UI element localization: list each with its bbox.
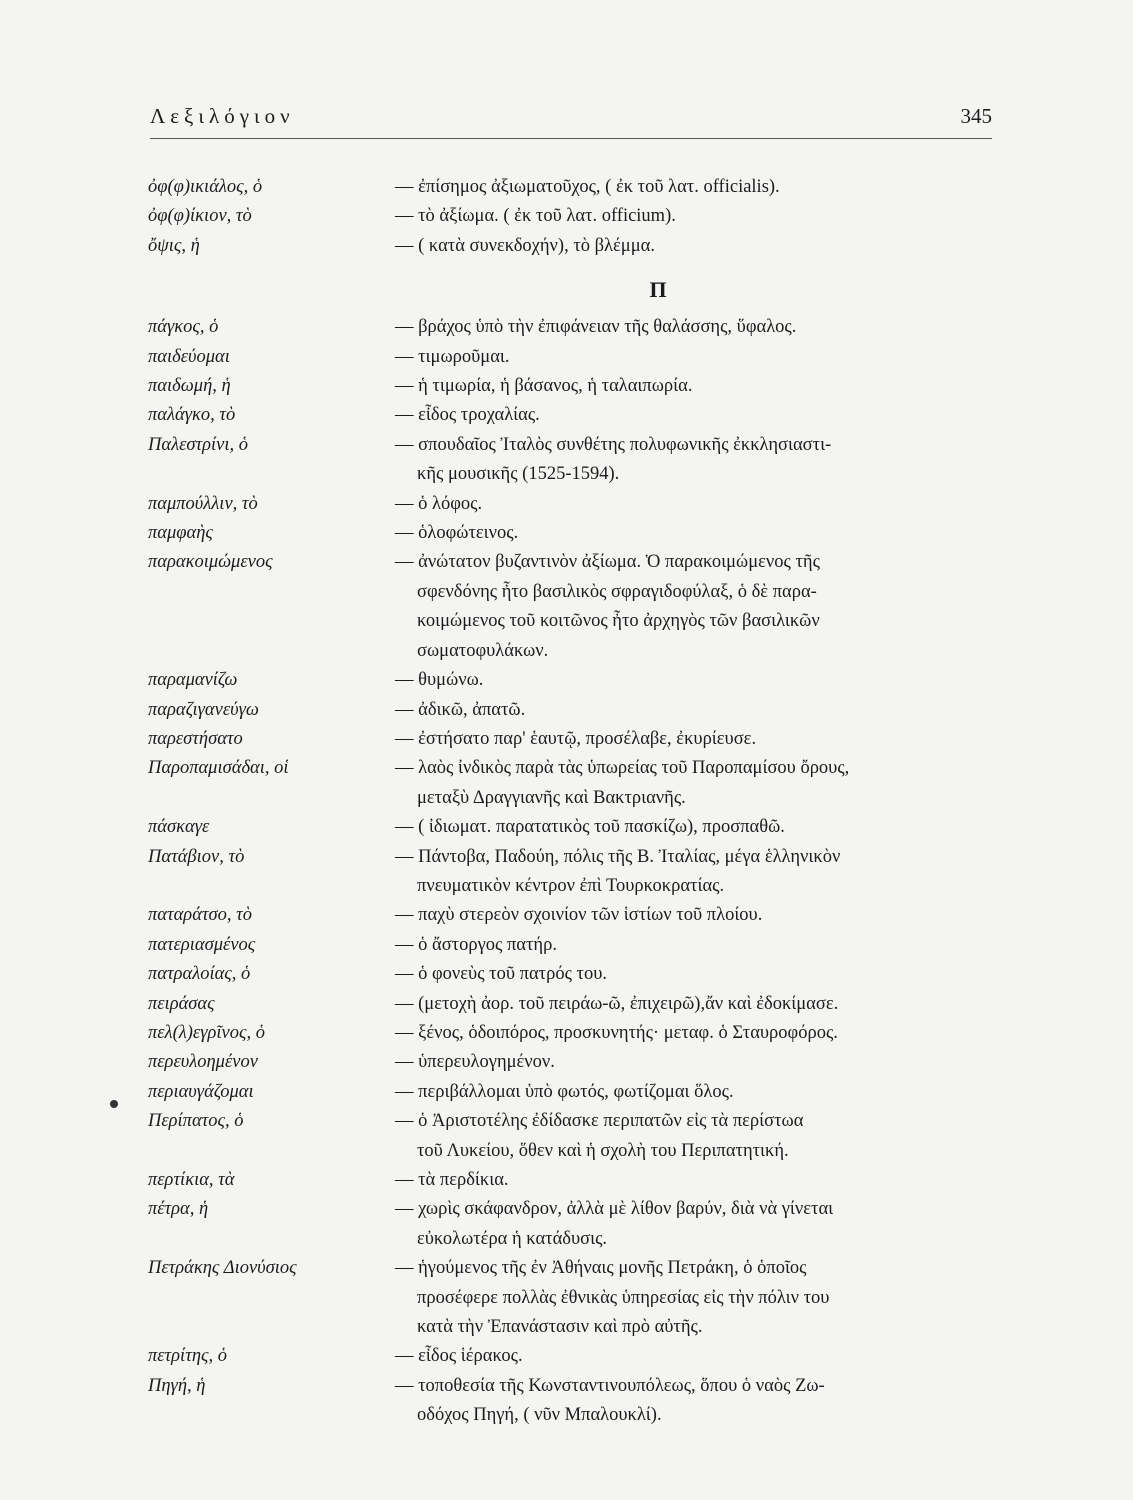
entry-term: παραμανίζω (148, 670, 238, 691)
entry-definition (393, 431, 993, 490)
definition-line: — περιβάλλομαι ὑπὸ φωτός, φωτίζομαι ὅλος. (395, 1081, 734, 1102)
letter-heading: Π (649, 277, 667, 303)
glossary-entry (148, 666, 993, 695)
glossary-entry (148, 990, 993, 1019)
entry-definition (393, 901, 993, 930)
definition-line: — ( κατὰ συνεκδοχήν), τὸ βλέμμα. (395, 235, 655, 256)
definition-line: — ἐπίσημος ἀξιωματοῦχος, ( ἐκ τοῦ λατ. officialis). (395, 177, 780, 197)
entry-term: περιαυγάζομαι (148, 1081, 254, 1102)
entry-definition (393, 232, 993, 261)
entry-term: περτίκια, τὰ (148, 1170, 235, 1190)
entry-definition (393, 666, 993, 695)
entry-term: ὄψις, ἡ (148, 235, 200, 256)
entry-term: περευλοημένον (148, 1052, 258, 1073)
definition-line: τοῦ Λυκείου, ὅθεν καὶ ἡ σχολὴ του Περιπατητική. (417, 1140, 789, 1161)
entry-term: παρεστήσατο (148, 728, 243, 749)
entry-definition (393, 1019, 993, 1048)
entry-term: πετρίτης, ὁ (148, 1346, 228, 1367)
entry-definition (393, 173, 993, 202)
entries-omicron (148, 173, 993, 261)
entry-definition (393, 843, 993, 902)
entry-definition (393, 960, 993, 989)
entry-term: πέτρα, ἡ (148, 1199, 209, 1220)
glossary-entry (148, 1107, 993, 1166)
definition-line: — τὸ ἀξίωμα. ( ἐκ τοῦ λατ. officium). (395, 206, 676, 227)
entry-term: παμπούλλιν, τὸ (148, 493, 258, 514)
definition-line: — ἀνώτατον βυζαντινὸν ἀξίωμα. Ὁ παρακοιμώμενος τῆς (395, 552, 820, 573)
glossary-entry (148, 1166, 993, 1195)
running-title: Λεξιλόγιον (150, 104, 295, 128)
entry-definition (393, 372, 993, 401)
entry-term: πάγκος, ὁ (148, 317, 219, 338)
entry-term: πατραλοίας, ὁ (148, 964, 251, 985)
definition-line: — θυμώνω. (395, 670, 484, 691)
entry-definition (393, 725, 993, 754)
glossary-entry (148, 202, 993, 231)
glossary-entry (148, 490, 993, 519)
glossary-entry (148, 401, 993, 430)
entry-definition (393, 548, 993, 666)
entry-definition (393, 490, 993, 519)
definition-line: — Πάντοβα, Παδούη, πόλις τῆς Β. Ἰταλίας, μέγα ἑλληνικὸν (395, 846, 841, 867)
entry-definition (393, 1166, 993, 1195)
definition-line: κατὰ τὴν Ἐπανάστασιν καὶ πρὸ αὐτῆς. (417, 1317, 703, 1338)
entry-term: παιδεύομαι (148, 346, 230, 367)
entry-term: πειράσας (148, 993, 215, 1014)
page-number: 345 (960, 104, 992, 128)
entry-term: παταράτσο, τὸ (148, 905, 253, 926)
entry-definition (393, 1342, 993, 1371)
entry-term: Πετράκης Διονύσιος (148, 1258, 297, 1279)
definition-line: — τοποθεσία τῆς Κωνσταντινουπόλεως, ὅπου ὁ ναὸς Ζω- (395, 1375, 825, 1396)
definition-line: εὐκολωτέρα ἡ κατάδυσις. (417, 1228, 608, 1249)
entry-term: Παροπαμισάδαι, οἱ (148, 758, 289, 779)
entry-definition (393, 754, 993, 813)
entry-definition (393, 1254, 993, 1342)
entries-pi (148, 313, 993, 1430)
definition-line: — ἀδικῶ, ἀπατῶ. (395, 699, 526, 720)
definition-line: — σπουδαῖος Ἰταλὸς συνθέτης πολυφωνικῆς ἐκκλησιαστι- (395, 434, 832, 455)
glossary-entry (148, 1078, 993, 1107)
definition-line: — ὁ λόφος. (395, 493, 483, 514)
definition-line: — εἶδος ἱέρακος. (395, 1346, 523, 1367)
definition-line: — ὁ Ἀριστοτέλης ἐδίδασκε περιπατῶν εἰς τὰ περίστωα (395, 1111, 804, 1132)
entry-definition (393, 1195, 993, 1254)
definition-line: — ἡγούμενος τῆς ἐν Ἀθήναις μονῆς Πετράκη, ὁ ὁποῖος (395, 1258, 807, 1279)
glossary-entry (148, 843, 993, 902)
entry-definition (393, 202, 993, 231)
glossary-entry (148, 1254, 993, 1342)
entry-term: πατεριασμένος (148, 934, 256, 955)
definition-line: προσέφερε πολλὰς ἐθνικὰς ὑπηρεσίας εἰς τὴν πόλιν του (417, 1287, 830, 1308)
glossary-entry (148, 1372, 993, 1431)
glossary-entry (148, 232, 993, 261)
glossary-entry (148, 372, 993, 401)
glossary-entry (148, 901, 993, 930)
definition-line: — ὁ φονεὺς τοῦ πατρός του. (395, 964, 608, 985)
glossary-entry (148, 725, 993, 754)
glossary-entry (148, 343, 993, 372)
entry-definition (393, 1048, 993, 1077)
definition-line: — εἶδος τροχαλίας. (395, 405, 540, 426)
entry-definition (393, 696, 993, 725)
glossary-entries (148, 173, 993, 1431)
glossary-entry (148, 813, 993, 842)
glossary-entry (148, 1342, 993, 1371)
glossary-entry (148, 1019, 993, 1048)
definition-line: — βράχος ὑπὸ τὴν ἐπιφάνειαν τῆς θαλάσσης, ὕφαλος. (395, 317, 797, 338)
entry-definition (393, 1107, 993, 1166)
definition-line: — ( ἰδιωματ. παρατατικὸς τοῦ πασκίζω), προσπαθῶ. (395, 817, 785, 838)
glossary-entry (148, 1195, 993, 1254)
glossary-entry (148, 754, 993, 813)
entry-term: Περίπατος, ὁ (148, 1111, 244, 1132)
entry-definition (393, 313, 993, 342)
entry-definition (393, 931, 993, 960)
entry-term: Παλεστρίνι, ὁ (148, 434, 248, 455)
entry-definition (393, 813, 993, 842)
entry-term: παραζιγανεύγω (148, 699, 259, 720)
definition-line: — παχὺ στερεὸν σχοινίον τῶν ἱστίων τοῦ πλοίου. (395, 905, 763, 926)
definition-line: — ὁ ἄστοργος πατήρ. (395, 934, 557, 955)
entry-term: ὀφ(φ)ικιάλος, ὁ (148, 177, 263, 197)
definition-line: κοιμώμενος τοῦ κοιτῶνος ἦτο ἀρχηγὸς τῶν βασιλικῶν (417, 611, 820, 632)
glossary-entry (148, 431, 993, 490)
definition-line: — ὁλοφώτεινος. (395, 523, 519, 544)
definition-line: — (μετοχὴ ἀορ. τοῦ πειράω-ῶ, ἐπιχειρῶ),ἄν καὶ ἐδοκίμασε. (395, 993, 839, 1014)
definition-line: — ἡ τιμωρία, ἡ βάσανος, ἡ ταλαιπωρία. (395, 376, 693, 397)
entry-term: πελ(λ)εγρῖνος, ὁ (148, 1022, 265, 1043)
entry-term: Πατάβιον, τὸ (148, 846, 245, 867)
glossary-entry (148, 173, 993, 202)
entry-definition (393, 990, 993, 1019)
glossary-entry (148, 931, 993, 960)
glossary-entry (148, 696, 993, 725)
entry-term: παρακοιμώμενος (148, 552, 273, 573)
page-header (150, 104, 992, 144)
definition-line: κῆς μουσικῆς (1525-1594). (417, 464, 620, 485)
entry-term: ὀφ(φ)ίκιον, τὸ (148, 206, 252, 227)
definition-line: — ὑπερευλογημένον. (395, 1052, 555, 1073)
definition-line: — ξένος, ὁδοιπόρος, προσκυνητής· μεταφ. ὁ Σταυροφόρος. (395, 1022, 838, 1043)
entry-term: πάσκαγε (148, 817, 210, 838)
definition-line: οδόχος Πηγή, ( νῦν Μπαλουκλί). (417, 1405, 662, 1426)
glossary-entry (148, 313, 993, 342)
entry-definition (393, 1078, 993, 1107)
glossary-entry (148, 960, 993, 989)
definition-line: μεταξὺ Δραγγιανῆς καὶ Βακτριανῆς. (417, 787, 686, 808)
entry-term: παμφαὴς (148, 523, 213, 544)
entry-term: παιδωμή, ἡ (148, 376, 231, 397)
glossary-entry (148, 1048, 993, 1077)
entry-definition (393, 343, 993, 372)
definition-line: — τιμωροῦμαι. (395, 346, 510, 367)
glossary-entry (148, 519, 993, 548)
entry-definition (393, 1372, 993, 1431)
definition-line: σωματοφυλάκων. (417, 640, 549, 661)
definition-line: — ἐστήσατο παρ' ἑαυτῷ, προσέλαβε, ἐκυρίευσε. (395, 728, 757, 749)
entry-term: παλάγκο, τὸ (148, 405, 236, 426)
definition-line: — χωρὶς σκάφανδρον, ἀλλὰ μὲ λίθον βαρύν, διὰ νὰ γίνεται (395, 1199, 834, 1220)
header-rule (150, 138, 992, 139)
entry-definition (393, 401, 993, 430)
glossary-entry (148, 548, 993, 666)
definition-line: πνευματικὸν κέντρον ἐπὶ Τουρκοκρατίας. (417, 875, 725, 896)
entry-term: Πηγή, ἡ (148, 1375, 206, 1396)
definition-line: — λαὸς ἰνδικὸς παρὰ τὰς ὑπωρείας τοῦ Παροπαμίσου ὄρους, (395, 758, 850, 779)
entry-definition (393, 519, 993, 548)
margin-mark (110, 1100, 118, 1108)
definition-line: σφενδόνης ἦτο βασιλικὸς σφραγιδοφύλαξ, ὁ δὲ παρα- (417, 581, 817, 602)
definition-line: — τὰ περδίκια. (395, 1170, 509, 1190)
